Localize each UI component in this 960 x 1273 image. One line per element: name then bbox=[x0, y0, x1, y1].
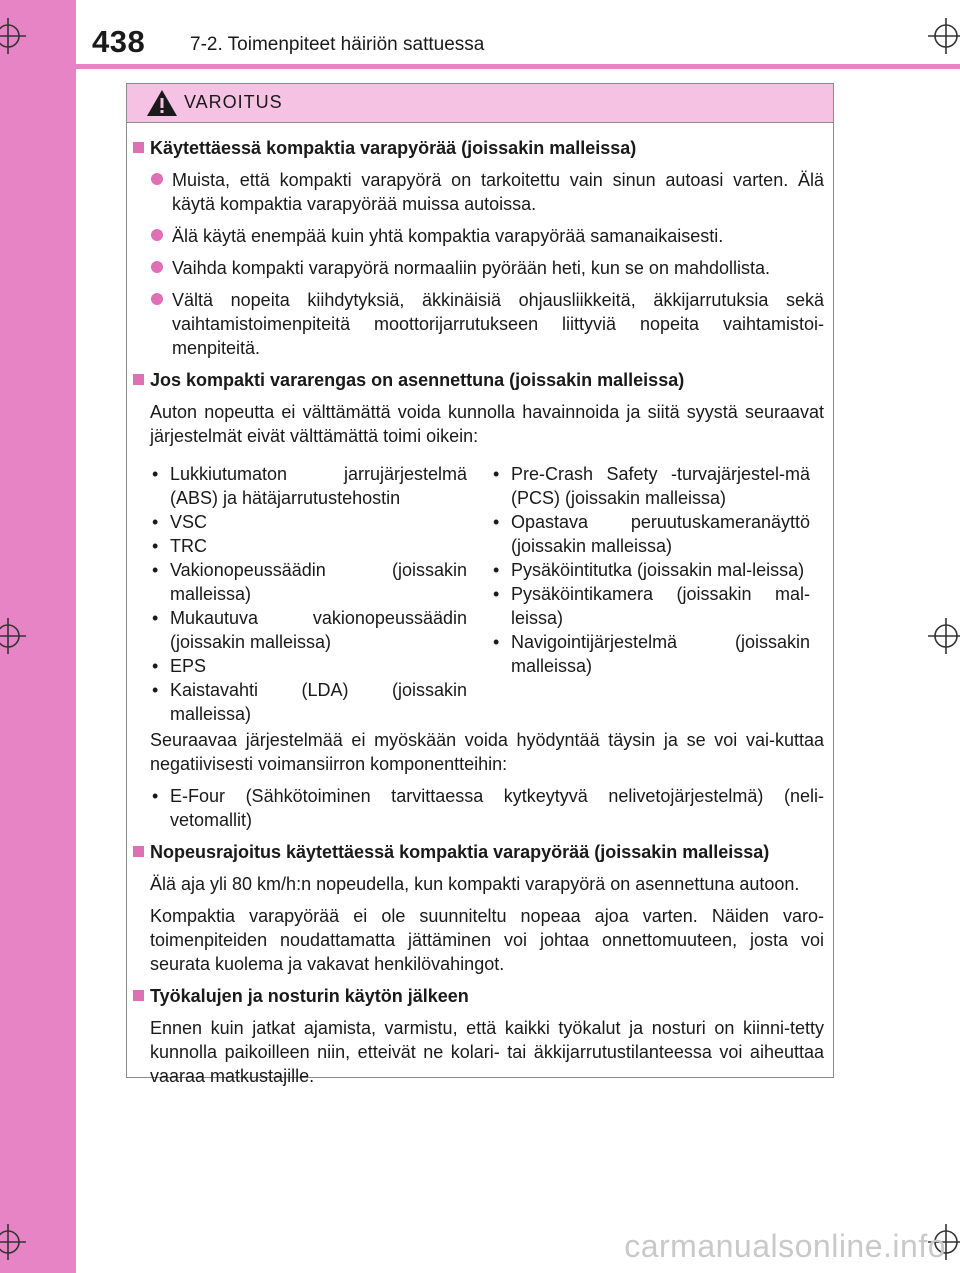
section-heading: Nopeusrajoitus käytettäessä kompaktia varapyörää (joissakin malleissa) bbox=[127, 840, 832, 864]
list-item: • EPS bbox=[152, 656, 207, 676]
square-bullet-icon bbox=[133, 846, 144, 857]
chapter-title: 7-2. Toimenpiteet häiriön sattuessa bbox=[190, 34, 485, 55]
list-item: Vaihda kompakti varapyörä normaaliin pyörään heti, kun se on mahdollista. bbox=[149, 256, 824, 280]
list-item: • Lukkiutumaton jarrujärjestelmä (ABS) ja hätäjarrutustehostin bbox=[152, 464, 467, 508]
paragraph: Auton nopeutta ei välttämättä voida kunnolla havainnoida ja siitä syystä seuraavat järjestelmät eivät välttämättä toimi oikein: bbox=[150, 402, 824, 446]
round-bullet-icon bbox=[151, 293, 163, 305]
section-heading: Työkalujen ja nosturin käytön jälkeen bbox=[127, 984, 832, 1008]
warning-content bbox=[127, 136, 832, 1096]
registration-mark-icon bbox=[0, 1224, 26, 1260]
watermark: carmanualsonline.info bbox=[624, 1228, 946, 1264]
warning-title: VAROITUS bbox=[184, 92, 283, 112]
paragraph: Kompaktia varapyörää ei ole suunniteltu nopeaa ajoa varten. Näiden varo-toimenpiteiden noudattamatta jättäminen voi johtaa onnettomuuteen, josta voi seurata kuolema ja vakavat henkilövahingot. bbox=[150, 906, 824, 974]
warning-header bbox=[127, 84, 833, 123]
list-item: • Kaistavahti (LDA) (joissakin malleissa) bbox=[152, 680, 467, 724]
round-bullet-icon bbox=[151, 173, 163, 185]
list-item: • Vakionopeussäädin (joissakin malleissa) bbox=[152, 560, 467, 604]
list-item: • E-Four (Sähkötoiminen tarvittaessa kytkeytyvä nelivetojärjestelmä) (neli-vetomallit) bbox=[152, 786, 824, 830]
list-item: • VSC bbox=[152, 512, 208, 532]
registration-mark-icon bbox=[0, 18, 26, 54]
section-heading: Käytettäessä kompaktia varapyörää (joissakin malleissa) bbox=[127, 136, 832, 160]
paragraph: Ennen kuin jatkat ajamista, varmistu, että kaikki työkalut ja nosturi on kiinni-tetty kunnolla paikoilleen niin, etteivät ne kolari- tai äkkijarrutustilanteessa voi aiheuttaa vaaraa matkustajille. bbox=[150, 1018, 824, 1086]
list-item: • Pre-Crash Safety -turvajärjestel-mä (PCS) (joissakin malleissa) bbox=[493, 464, 810, 508]
paragraph: Älä aja yli 80 km/h:n nopeudella, kun kompakti varapyörä on asennettuna autoon. bbox=[150, 874, 800, 894]
round-bullet-icon bbox=[151, 229, 163, 241]
systems-list bbox=[150, 462, 824, 726]
list-item: • Navigointijärjestelmä (joissakin malleissa) bbox=[493, 632, 810, 676]
page-number: 438 bbox=[92, 24, 146, 59]
warning-box bbox=[126, 83, 834, 1086]
square-bullet-icon bbox=[133, 374, 144, 385]
systems-list-left bbox=[150, 462, 487, 726]
list-item: • Pysäköintikamera (joissakin mal-leissa) bbox=[493, 584, 810, 628]
registration-mark-icon bbox=[928, 618, 960, 654]
list-item: • Pysäköintitutka (joissakin mal-leissa) bbox=[493, 560, 805, 580]
list-item: • Mukautuva vakionopeussäädin (joissakin malleissa) bbox=[152, 608, 467, 652]
list-item: Älä käytä enempää kuin yhtä kompaktia varapyörää samanaikaisesti. bbox=[149, 224, 824, 248]
registration-mark-icon bbox=[928, 18, 960, 54]
round-bullet-icon bbox=[151, 261, 163, 273]
list-item: • Opastava peruutuskameranäyttö (joissakin malleissa) bbox=[493, 512, 810, 556]
list-item: Vältä nopeita kiihdytyksiä, äkkinäisiä ohjausliikkeitä, äkkijarrutuksia sekä vaihtamistoimenpiteitä moottorijarrutukseen liittyviä nopeita vaihtamistoi-menpiteitä. bbox=[149, 288, 824, 360]
header-rule bbox=[76, 64, 960, 69]
square-bullet-icon bbox=[133, 142, 144, 153]
list-item: • TRC bbox=[152, 536, 207, 556]
paragraph: Seuraavaa järjestelmää ei myöskään voida hyödyntää täysin ja se voi vai-kuttaa negatiivisesti voimansiirron komponentteihin: bbox=[150, 730, 824, 774]
registration-mark-icon bbox=[0, 618, 26, 654]
systems-list-right bbox=[487, 462, 824, 726]
warning-triangle-icon bbox=[145, 88, 179, 118]
section-heading: Jos kompakti vararengas on asennettuna (joissakin malleissa) bbox=[127, 368, 832, 392]
square-bullet-icon bbox=[133, 990, 144, 1001]
list-item: Muista, että kompakti varapyörä on tarkoitettu vain sinun autoasi varten. Älä käytä kompaktia varapyörää muissa autoissa. bbox=[149, 168, 824, 216]
